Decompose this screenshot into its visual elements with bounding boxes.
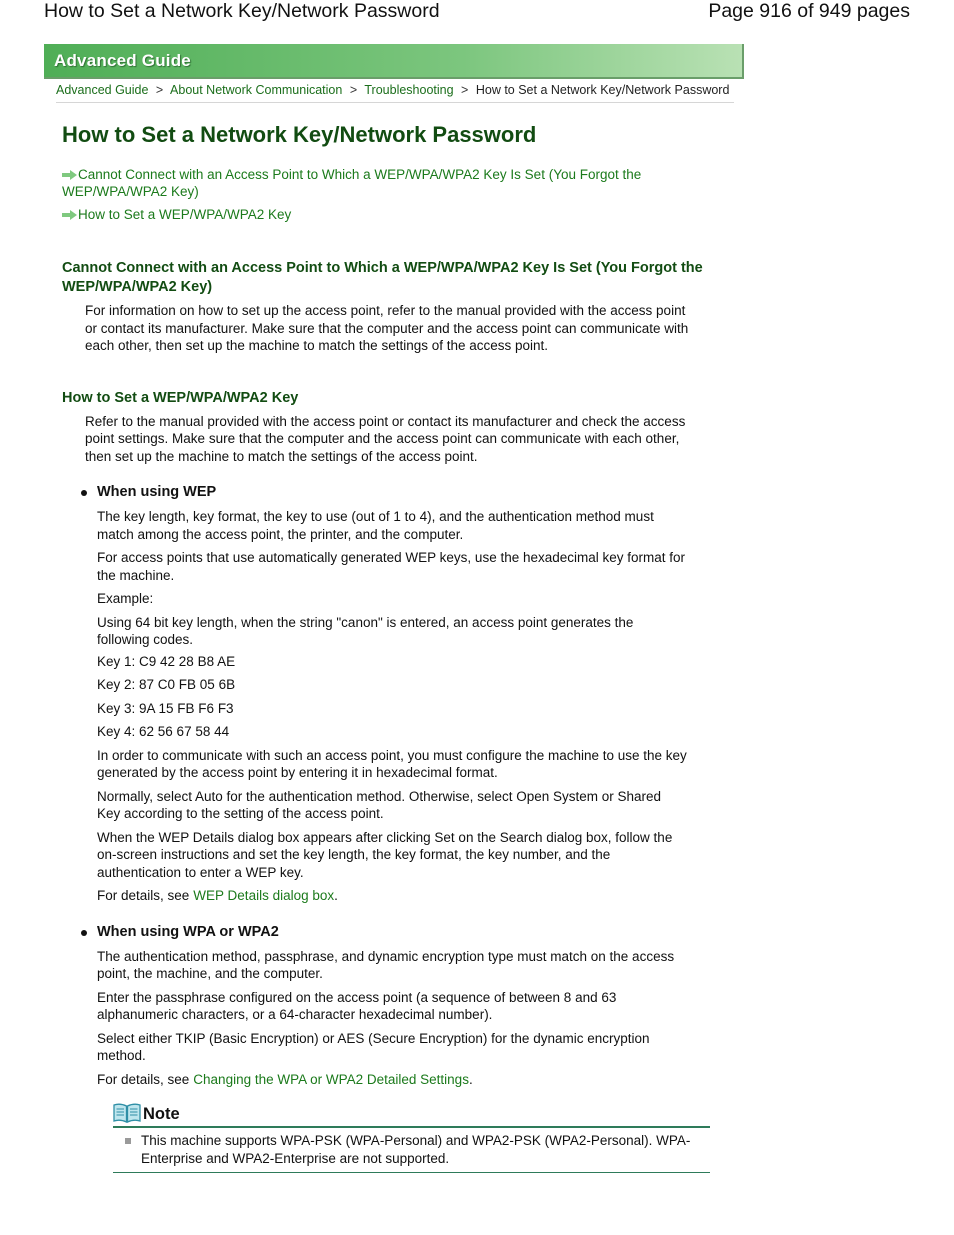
bullet-dot — [81, 930, 87, 936]
note-header — [113, 1102, 710, 1128]
breadcrumb-about-network-communication[interactable]: About Network Communication — [170, 83, 343, 97]
advanced-guide-banner — [44, 44, 744, 79]
arrow-right-icon — [62, 210, 77, 220]
document-title: How to Set a Network Key/Network Password — [44, 0, 440, 22]
wep-details-dialog-link[interactable]: WEP Details dialog box — [193, 888, 335, 903]
note-text: This machine supports WPA-PSK (WPA-Personal) and WPA2-PSK (WPA2-Personal). WPA-Enterprise and WPA2-Enterprise are not supported. — [141, 1133, 691, 1166]
breadcrumb — [56, 83, 734, 103]
bullet-heading-wep — [97, 483, 687, 502]
wpa-paragraph: Select either TKIP (Basic Encryption) or AES (Secure Encryption) for the dynamic encryption method. — [97, 1030, 650, 1063]
breadcrumb-advanced-guide[interactable]: Advanced Guide — [56, 83, 149, 97]
wep-block — [97, 483, 687, 905]
section-heading-cannot-connect: Cannot Connect with an Access Point to Which a WEP/WPA/WPA2 Key Is Set (You Forgot the WEP/WPA/WPA2 Key) — [62, 260, 703, 295]
section-heading-how-to-set-key: How to Set a WEP/WPA/WPA2 Key — [62, 389, 299, 406]
section-body-cannot-connect: For information on how to set up the access point, refer to the manual provided with the access point or contact its manufacturer. Make sure that the computer and the access point can communicate with each other, then set up the machine to match the settings of the access point. — [85, 303, 689, 353]
wep-example-label: Example: — [97, 591, 154, 606]
wep-paragraph: For access points that use automatically generated WEP keys, use the hexadecimal key format for the machine. — [97, 550, 686, 583]
page-header — [44, 0, 910, 26]
wep-paragraph: In order to communicate with such an access point, you must configure the machine to use the key generated by the access point by entering it in hexadecimal format. — [97, 747, 687, 780]
section-body-how-to-set-key: Refer to the manual provided with the access point or contact its manufacturer and check the access point settings. Make sure that the computer and the access point can communicate with each other, then set up the machine to match the settings of the access point. — [85, 413, 686, 464]
wep-paragraph: When the WEP Details dialog box appears after clicking Set on the Search dialog box, follow the on-screen instructions and set the key length, the key format, the key number, and the authentication to enter a WEP key. — [97, 829, 673, 880]
wep-paragraph: Using 64 bit key length, when the string "canon" is entered, an access point generates the following codes. — [97, 614, 634, 647]
arrow-right-icon — [62, 170, 77, 180]
main-content — [62, 120, 722, 1173]
bullet-dot — [81, 490, 87, 496]
breadcrumb-troubleshooting[interactable]: Troubleshooting — [364, 83, 454, 97]
wpa-paragraph: The authentication method, passphrase, and dynamic encryption type must match on the access point, the machine, and the computer. — [97, 948, 675, 981]
details-suffix: . — [468, 1071, 473, 1087]
note-body — [113, 1128, 710, 1173]
breadcrumb-separator: > — [155, 83, 164, 97]
wpa-block — [97, 923, 687, 1089]
wpa-details-line — [97, 1071, 687, 1089]
wpa-heading-text: When using WPA or WPA2 — [97, 923, 279, 940]
list-square-bullet — [125, 1138, 131, 1144]
toc-item-cannot-connect[interactable] — [62, 166, 722, 200]
breadcrumb-separator: > — [461, 83, 469, 97]
wep-paragraph: The key length, key format, the key to use (out of 1 to 4), and the authentication method must match among the access point, the printer, and the computer. — [97, 509, 654, 542]
details-suffix: . — [334, 888, 338, 903]
wep-paragraph: Normally, select Auto for the authentication method. Otherwise, select Open System or Shared Key according to the setting of the access point. — [97, 788, 662, 821]
note-title: Note — [143, 1105, 180, 1123]
wep-details-line — [97, 887, 687, 905]
wep-key-code: Key 3: 9A 15 FB F6 F3 — [97, 700, 234, 716]
book-icon — [113, 1103, 141, 1123]
page-number: Page 916 of 949 pages — [708, 0, 910, 22]
toc-link-how-to-set-key[interactable]: How to Set a WEP/WPA/WPA2 Key — [78, 207, 292, 222]
wep-heading-text: When using WEP — [97, 484, 217, 500]
wpa-detailed-settings-link[interactable]: Changing the WPA or WPA2 Detailed Settings — [193, 1071, 469, 1087]
page-title: How to Set a Network Key/Network Password — [62, 122, 537, 147]
banner-label: Advanced Guide — [54, 51, 191, 70]
wep-key-code: Key 1: C9 42 28 B8 AE — [97, 653, 236, 669]
details-prefix: For details, see — [97, 1071, 190, 1087]
breadcrumb-current: How to Set a Network Key/Network Password — [475, 83, 730, 97]
note-box — [113, 1102, 710, 1173]
breadcrumb-separator: > — [349, 83, 358, 97]
wpa-paragraph: Enter the passphrase configured on the access point (a sequence of between 8 and 63 alphanumeric characters, or a 64-character hexadecimal number). — [97, 989, 617, 1022]
toc-item-how-to-set-key[interactable] — [62, 206, 722, 223]
details-prefix: For details, see — [97, 888, 190, 903]
wep-key-code: Key 4: 62 56 67 58 44 — [97, 724, 230, 739]
table-of-contents — [62, 166, 722, 223]
toc-link-cannot-connect[interactable]: Cannot Connect with an Access Point to Which a WEP/WPA/WPA2 Key Is Set (You Forgot the WEP/WPA/WPA2 Key) — [62, 167, 642, 199]
wep-key-code: Key 2: 87 C0 FB 05 6B — [97, 677, 236, 692]
bullet-heading-wpa — [97, 923, 687, 942]
